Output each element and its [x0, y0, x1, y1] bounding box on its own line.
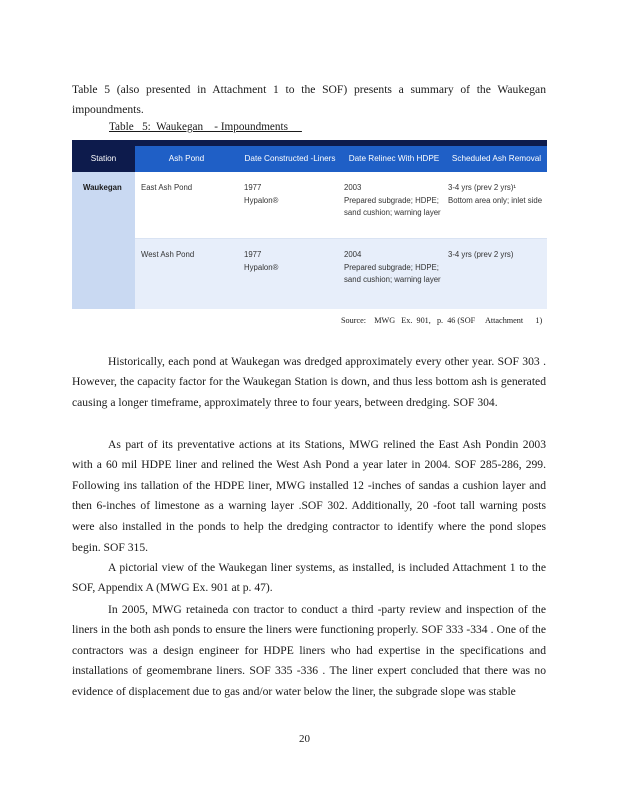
removal-schedule: 3-4 yrs (prev 2 yrs) — [448, 250, 514, 259]
header-date-relined: Date Relinec With HDPE — [342, 146, 446, 172]
historically-paragraph: Historically, each pond at Waukegan was dredged approximately every other year. SOF 303 . However, the capacity factor for the Waukegan Station is down, and thus less bottom ash is generated causing a longer timeframe, approximately three to four years, between dredging. SOF 304. — [72, 354, 546, 409]
review-paragraph: In 2005, MWG retaineda con tractor to conduct a third -party review and inspection of the liners in the both ash ponds to ensure the liners were functioning properly. SOF 333 -334 . One of the contractors was a design engineer for HDPE liners who had expertise in the specifications and installations of geomembrane liners. SOF 335 -336 . The liner expert concluded that there was no evidence of displacement due to gas and/or water below the liner, the subgrade slope was stable — [72, 602, 546, 698]
constructed-year: 1977 — [244, 183, 262, 192]
pond-name: West Ash Pond — [141, 250, 195, 259]
table-source: Source: MWG Ex. 901, p. 46 (SOF Attachment 1) — [341, 316, 543, 325]
intro-paragraph: Table 5 (also presented in Attachment 1 to the SOF) presents a summary of the Waukegan impoundments. — [72, 82, 546, 117]
removal-note: Bottom area only; inlet side — [448, 196, 543, 205]
header-ash-removal: Scheduled Ash Removal — [446, 146, 547, 172]
relined-year: 2003 — [344, 183, 362, 192]
impoundments-table — [72, 140, 547, 309]
station-name: Waukegan — [83, 183, 122, 192]
constructed-year: 1977 — [244, 250, 262, 259]
pond-name: East Ash Pond — [141, 183, 193, 192]
constructed-liner: Hypalon® — [244, 196, 279, 205]
relined-detail: Prepared subgrade; HDPE; sand cushion; warning layer — [344, 263, 441, 284]
page-number: 20 — [299, 733, 310, 745]
header-date-constructed: Date Constructed -Liners — [238, 146, 342, 172]
constructed-liner: Hypalon® — [244, 263, 279, 272]
relined-detail: Prepared subgrade; HDPE; sand cushion; warning layer — [344, 196, 441, 217]
header-ash-pond: Ash Pond — [135, 146, 238, 172]
header-station: Station — [72, 146, 135, 172]
table-caption: Table 5: Waukegan - Impoundments — [109, 121, 302, 133]
removal-schedule: 3-4 yrs (prev 2 yrs)¹ — [448, 183, 517, 192]
pictorial-paragraph: A pictorial view of the Waukegan liner systems, as installed, is included Attachment 1 to the SOF, Appendix A (MWG Ex. 901 at p. 47). — [72, 560, 546, 595]
preventative-paragraph: As part of its preventative actions at its Stations, MWG relined the East Ash Pondin 2003 with a 60 mil HDPE liner and relined the West Ash Pond a year later in 2004. SOF 285-286, 299. Following ins tallation of the HDPE liner, MWG installed 12 -inches of sandas a cushion layer and then 6-inches of limestone as a warning layer .SOF 302. Additionally, 20 -foot tall warning posts were also installed in the ponds to help the dredging contractor to identify where the pond slopes begin. SOF 315. — [72, 437, 546, 554]
relined-year: 2004 — [344, 250, 362, 259]
